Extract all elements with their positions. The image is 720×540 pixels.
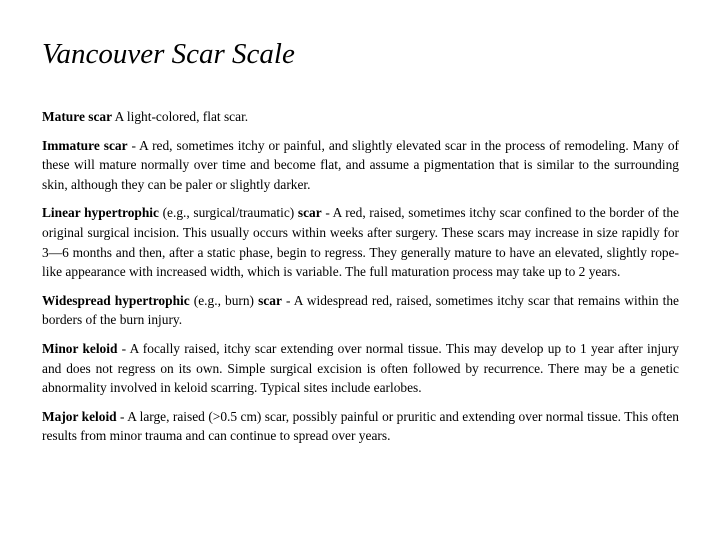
definition-mature-scar: A light-colored, flat scar. [112, 109, 249, 124]
entry-minor-keloid [42, 339, 679, 398]
scar-definitions [42, 107, 679, 455]
entry-widespread-hypertrophic [42, 291, 679, 330]
definition-widespread-hypertrophic: - A widespread red, raised, sometimes itchy scar that remains within the borders of the burn injury. [42, 292, 679, 328]
qualifier-linear-hypertrophic: (e.g., surgical/traumatic) [158, 205, 298, 221]
term-linear-hypertrophic: Linear hypertrophic [42, 205, 159, 221]
definition-linear-hypertrophic: - A red, raised, sometimes itchy scar confined to the border of the original surgical incision. This usually occurs within weeks after surgery. These scars may increase in size rapidly for 3—6 months and then, after a static phase, begin to regress. They generally mature to have an elevated, slightly rope-like appearance with increased width, which is variable. The full maturation process may take up to 2 years. [42, 205, 679, 280]
entry-mature-scar [42, 107, 679, 127]
definition-minor-keloid: - A focally raised, itchy scar extending over normal tissue. This may develop up to 1 year after injury and does not regress on its own. Simple surgical excision is often followed by recurrence. There may be a genetic abnormality involved in keloid scarring. Typical sites include earlobes. [42, 340, 679, 396]
term-suffix-linear-hypertrophic: scar [297, 205, 322, 221]
qualifier-widespread-hypertrophic: (e.g., burn) [189, 292, 259, 308]
slide-title: Vancouver Scar Scale [42, 38, 295, 70]
entry-major-keloid [42, 407, 679, 446]
term-immature-scar: Immature scar [42, 137, 128, 153]
term-suffix-widespread-hypertrophic: scar [258, 292, 282, 308]
definition-immature-scar: - A red, sometimes itchy or painful, and slightly elevated scar in the process of remodeling. Many of these will mature normally over time and become flat, and assume a pigmentation that is similar to the surrounding skin, although they can be paler or slightly darker. [42, 137, 679, 192]
entry-immature-scar [42, 136, 679, 195]
definition-major-keloid: - A large, raised (>0.5 cm) scar, possibly painful or pruritic and extending over normal tissue. This often results from minor trauma and can continue to spread over years. [42, 408, 679, 444]
term-mature-scar: Mature scar [42, 109, 113, 124]
term-major-keloid: Major keloid [42, 408, 117, 424]
term-minor-keloid: Minor keloid [42, 340, 118, 356]
entry-linear-hypertrophic [42, 203, 679, 281]
term-widespread-hypertrophic: Widespread hypertrophic [42, 292, 190, 308]
